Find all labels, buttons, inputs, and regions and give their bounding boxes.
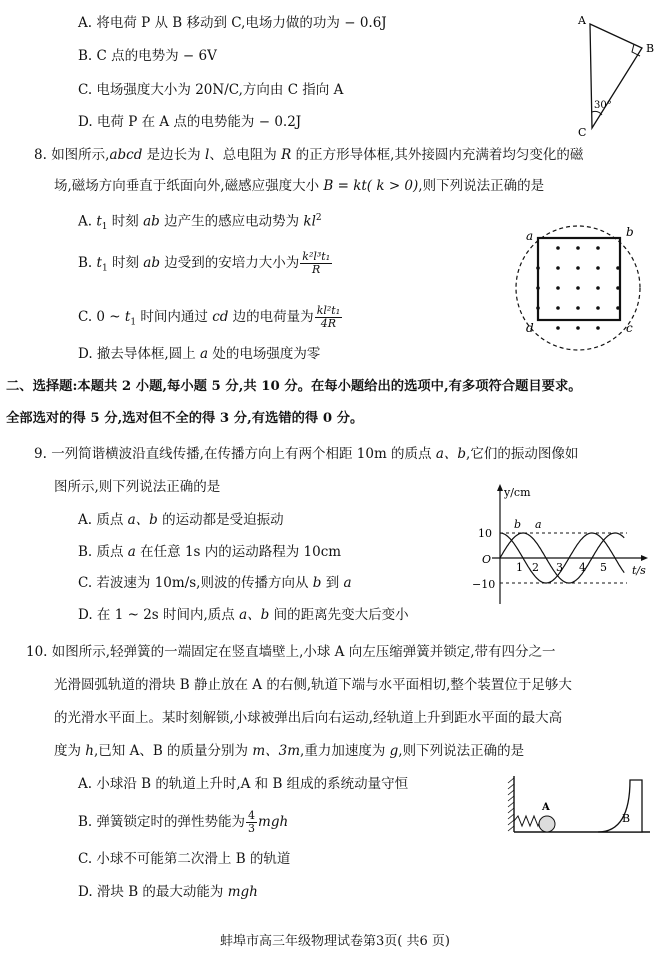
q9-ytick-neg10: −10 <box>472 578 496 591</box>
q7-angle-label: 30° <box>594 100 612 111</box>
q8-option-b: B. $t_1$ 时刻 ab 边受到的安培力大小为 $\frac{\text{k²l³t₁}}{R}$ <box>78 250 331 276</box>
q8-label-d: d <box>526 321 534 335</box>
q10-label-b: B <box>622 812 631 825</box>
q10-stem-line1: 10. 如图所示,轻弹簧的一端固定在竖直墙壁上,小球 A 向左压缩弹簧并锁定,带有四分之一 <box>26 644 556 660</box>
wall-hatch <box>508 802 514 807</box>
field-dot <box>616 306 620 310</box>
q7-triangle-figure <box>570 12 660 140</box>
field-dot <box>596 286 600 290</box>
q9-option-c: C. 若波速为 10m/s,则波的传播方向从 b 到 a <box>78 575 352 591</box>
field-dot <box>576 326 580 330</box>
field-dot <box>596 326 600 330</box>
wall-hatch <box>508 820 514 825</box>
q7-option-c: C. 电场强度大小为 20N/C,方向由 C 指向 A <box>78 82 344 98</box>
q10-option-a: A. 小球沿 B 的轨道上升时,A 和 B 组成的系统动量守恒 <box>78 776 409 792</box>
q8-label-a: a <box>526 229 534 243</box>
q8-option-b-fraction: $\frac{\text{k²l³t₁}}{R}$ <box>302 250 331 276</box>
q10-block-b <box>598 780 642 832</box>
field-dot <box>556 266 560 270</box>
q8-option-c-fraction: $\frac{\text{kl²t₁}}{4R}$ <box>316 304 341 330</box>
q7-label-b: B <box>646 42 655 55</box>
field-dot <box>536 266 540 270</box>
q10-option-c: C. 小球不可能第二次滑上 B 的轨道 <box>78 851 291 867</box>
page-footer: 蚌埠市高三年级物理试卷第3页( 共6 页) <box>220 934 450 949</box>
q10-stem-line3: 的光滑水平面上。某时刻解锁,小球被弹出后向右运动,经轨道上升到距水平面的最大高 <box>54 710 563 726</box>
section2-heading: 二、选择题:本题共 2 小题,每小题 5 分,共 10 分。在每小题给出的选项中,有多项符合题目要求。 <box>6 379 582 394</box>
q10-stem-line2: 光滑圆弧轨道的滑块 B 静止放在 A 的右侧,轨道下端与水平面相切,整个装置位于足够大 <box>54 677 572 693</box>
q7-option-d: D. 电荷 P 在 A 点的电势能为 − 0.2J <box>78 114 302 130</box>
field-dot <box>536 286 540 290</box>
q7-label-a: A <box>578 14 586 27</box>
q9-xtick-3: 3 <box>556 561 563 574</box>
field-dot <box>536 306 540 310</box>
q10-stem-line4: 度为 h,已知 A、B 的质量分别为 m、3m,重力加速度为 g,则下列说法正确的是 <box>54 743 525 759</box>
wall-hatch <box>508 796 514 801</box>
field-dot <box>556 306 560 310</box>
q7-option-a: A. 将电荷 P 从 B 移动到 C,电场力做的功为 − 0.6J <box>78 15 387 31</box>
q8-square-circle-figure <box>508 218 648 358</box>
q10-label-a: A <box>542 802 550 813</box>
q8-option-c: C. 0 ~ $t_1$ 时间内通过 cd 边的电荷量为 $\frac{\text{kl²t₁}}{4R}$ <box>78 304 341 330</box>
wall-hatch <box>508 778 514 783</box>
field-dot <box>596 266 600 270</box>
field-dot <box>576 286 580 290</box>
field-dot <box>616 266 620 270</box>
q9-curve-b-label: b <box>514 518 522 531</box>
q10-ball-a <box>539 816 555 832</box>
q8-label-c: c <box>626 321 633 335</box>
wall-hatch <box>508 790 514 795</box>
section2-scoring: 全部选对的得 5 分,选对但不全的得 3 分,有选错的得 0 分。 <box>6 411 364 426</box>
q9-option-a: A. 质点 a、b 的运动都是受迫振动 <box>78 512 284 528</box>
field-dot <box>616 286 620 290</box>
q9-x-label: t/s <box>632 564 646 577</box>
field-dot <box>556 326 560 330</box>
field-dot <box>596 306 600 310</box>
wall-hatch <box>508 808 514 813</box>
q8-stem-line2: 场,磁场方向垂直于纸面向外,磁感应强度大小 B = kt( k > 0),则下列说法正确的是 <box>54 178 545 194</box>
q9-xtick-5: 5 <box>600 561 607 574</box>
q9-xtick-4: 4 <box>579 561 586 574</box>
field-dot <box>576 266 580 270</box>
q9-option-d: D. 在 1 ~ 2s 时间内,质点 a、b 间的距离先变大后变小 <box>78 607 409 623</box>
q9-y-label: y/cm <box>504 486 531 499</box>
field-dot <box>576 246 580 250</box>
q8-label-b: b <box>626 225 634 239</box>
q9-xtick-1: 1 <box>516 561 523 574</box>
q8-stem-line1: 8. 如图所示,abcd 是边长为 l、总电阻为 R 的正方形导体框,其外接圆内充满着均匀变化的磁 <box>34 147 584 163</box>
q9-ytick-10: 10 <box>478 527 492 540</box>
field-dot <box>556 286 560 290</box>
wall-hatch <box>508 826 514 831</box>
q10-spring-track-figure <box>494 772 654 838</box>
q7-option-b: B. C 点的电势为 − 6V <box>78 48 217 64</box>
field-dot <box>556 246 560 250</box>
q10-spring <box>514 816 540 826</box>
q10-option-b: B. 弹簧锁定时的弹性势能为 $\frac{4}{3}$ mgh <box>78 809 289 835</box>
q10-option-d: D. 滑块 B 的最大动能为 mgh <box>78 884 258 900</box>
wall-hatch <box>508 784 514 789</box>
q9-option-b: B. 质点 a 在任意 1s 内的运动路程为 10cm <box>78 544 342 560</box>
field-dot <box>576 306 580 310</box>
q8-option-d: D. 撤去导体框,圆上 a 处的电场强度为零 <box>78 346 321 362</box>
q9-vibration-graph <box>462 480 662 610</box>
q9-origin-label: O <box>482 553 492 566</box>
q8-option-a: A. $t_1$ 时刻 ab 边产生的感应电动势为 $kl^2$ <box>78 213 322 233</box>
q7-label-c: C <box>578 126 587 139</box>
q9-xtick-2: 2 <box>532 561 539 574</box>
field-dot <box>596 246 600 250</box>
q10-option-b-fraction: $\frac{4}{3}$ <box>248 809 256 835</box>
q9-curve-a-label: a <box>535 518 542 531</box>
q9-stem-line2: 图所示,则下列说法正确的是 <box>54 479 221 495</box>
q9-stem-line1: 9. 一列简谐横波沿直线传播,在传播方向上有两个相距 10m 的质点 a、b,它们的振动图像如 <box>34 446 579 462</box>
wall-hatch <box>508 814 514 819</box>
